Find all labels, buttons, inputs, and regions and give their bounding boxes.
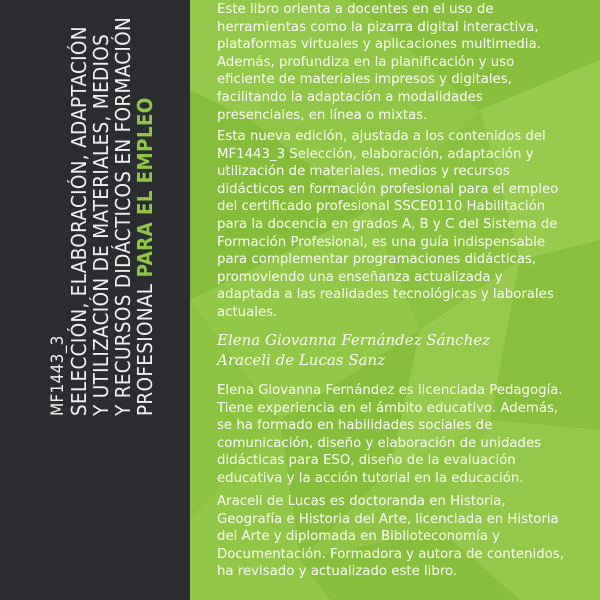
description-paragraph-2: Esta nueva edición, ajustada a los contenidos del MF1443_3 Selección, elaboración, adaptación y utilización de materiales, medios y recursos didácticos en formación profesional para el empleo del certificado profesional SSCE0110 Habilitación para la docencia en grados A, B y C del Sistema de Formación Profesional, es una guía indispensable para complementar programaciones didácticas, promoviendo una enseñanza actualizada y adaptada a las realidades tecnológicas y laborales actuales. bbox=[217, 129, 559, 320]
spine-title-line-2: Y UTILIZACIÓN DE MATERIALES, MEDIOS bbox=[89, 33, 113, 416]
spine-title-line-3: Y RECURSOS DIDÁCTICOS EN FORMACIÓN bbox=[111, 16, 135, 416]
spine-title bbox=[48, 16, 156, 416]
authors-block bbox=[217, 330, 490, 370]
author-bio-2: Araceli de Lucas es doctoranda en Historia, Geografía e Historia del Arte, licenciada en Historia del Arte y diplomada en Biblioteconomía y Documentación. Formadora y autora de contenidos, ha revisado y actualizado este libro. bbox=[217, 494, 564, 580]
author-bio-1: Elena Giovanna Fernández es licenciada Pedagogía. Tiene experiencia en el ámbito educativo. Además, se ha formado en habilidades sociales de comunicación, diseño y elaboración de unidades didácticas para ESO, diseño de la evaluación educativa y la acción tutorial en la educación. bbox=[217, 383, 563, 486]
spine-title-line-1: SELECCIÓN, ELABORACIÓN, ADAPTACIÓN bbox=[67, 26, 91, 416]
author-name-1: Elena Giovanna Fernández Sánchez bbox=[217, 331, 491, 349]
back-cover bbox=[190, 0, 600, 600]
description-paragraph-1: Este libro orienta a docentes en el uso de herramientas como la pizarra digital interactiva, plataformas virtuales y aplicaciones multimedia. Además, profundiza en la planificación y uso eficiente de materiales impresos y digitales, facilitando la adaptación a modalidades presenciales, en línea o mixtas. bbox=[217, 2, 541, 123]
module-code: MF1443_3 bbox=[48, 335, 68, 416]
spine-title-line-4 bbox=[134, 16, 156, 416]
spine-title-line-4-text: PROFESIONAL bbox=[133, 277, 157, 416]
author-name-2: Araceli de Lucas Sanz bbox=[217, 351, 386, 369]
spine-title-highlight: PARA EL EMPLEO bbox=[133, 97, 157, 278]
book-spine bbox=[0, 0, 190, 600]
